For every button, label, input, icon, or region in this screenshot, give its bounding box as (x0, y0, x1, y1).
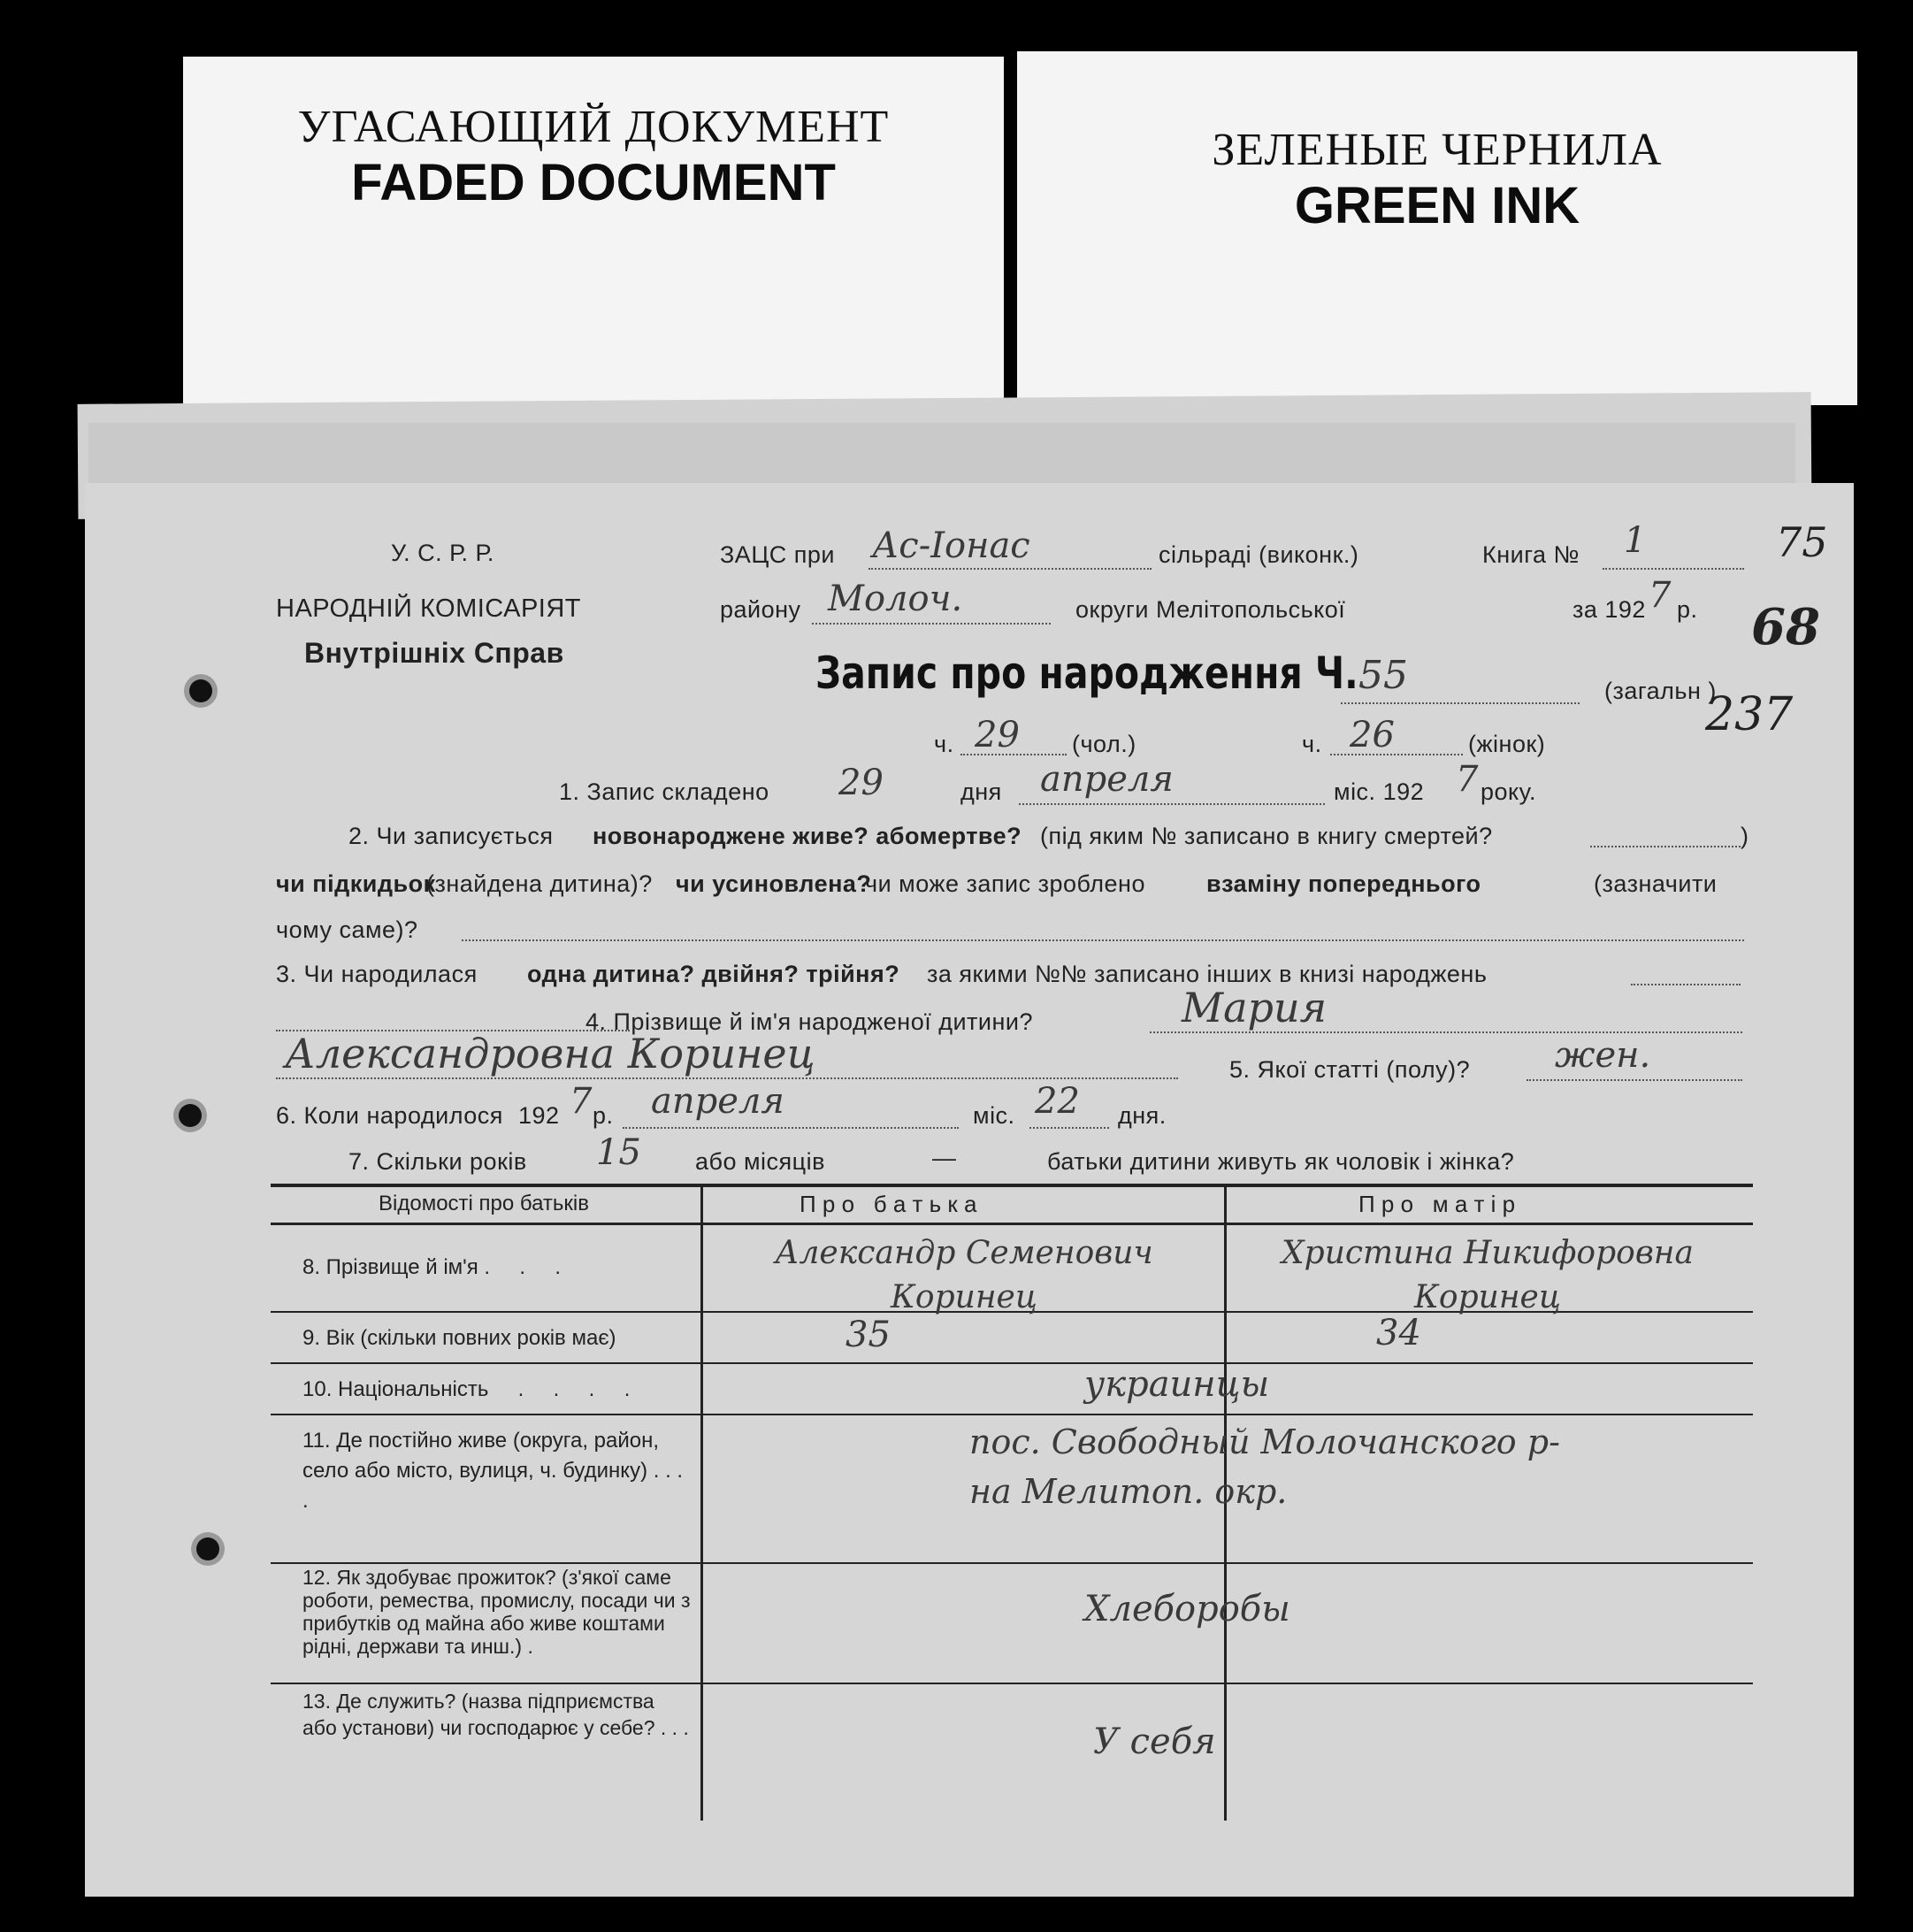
green-ink-card (1017, 51, 1857, 405)
field-2-paren: ) (1741, 823, 1749, 849)
male-prefix: ч. (934, 731, 954, 757)
district-value: Молоч. (828, 579, 963, 619)
field-2-found-child: (знайдена дитина)? (426, 870, 653, 897)
field-1-label: 1. Запис складено (559, 778, 769, 805)
card-right-en: GREEN INK (1294, 177, 1580, 234)
child-patronymic-surname: Александровна Коринец (285, 1030, 815, 1077)
female-number: 26 (1350, 715, 1395, 755)
field-1-day-label: дня (960, 778, 1002, 805)
record-month: апреля (1040, 759, 1174, 800)
birth-record-sheet (85, 483, 1854, 1897)
field-6-192: 192 (518, 1102, 560, 1129)
field-2-may-be: чи може запис зроблено (865, 870, 1145, 897)
row-13-label: 13. Де служить? (назва підприємства або установи) чи господарює у себе? . . . (302, 1690, 689, 1739)
faded-document-card (183, 57, 1004, 403)
punch-hole (179, 1104, 202, 1127)
year-label: за 192 (1572, 596, 1646, 623)
field-2-foundling: чи підкидьок (276, 870, 436, 897)
book-value: 1 (1624, 520, 1647, 561)
child-first-name: Мария (1182, 984, 1328, 1031)
field-3-other-numbers: за якими №№ записано інших в книзі народжень (927, 961, 1488, 987)
field-5-label: 5. Якої статті (полу)? (1229, 1056, 1471, 1083)
field-3-label: 3. Чи народилася (276, 961, 478, 987)
field-2-specify: (зазначити (1594, 870, 1718, 897)
field-6-day-label: дня. (1118, 1102, 1167, 1129)
col-header-mother: П р о м а т і р (1358, 1191, 1516, 1217)
record-title: Запис про народження Ч. (815, 648, 1358, 699)
dept-label: Внутрішніх Справ (304, 637, 564, 669)
field-3-options: одна дитина? двійня? трійня? (527, 961, 900, 987)
field-6-month-label: міс. (973, 1102, 1015, 1129)
field-7-question: батьки дитини живуть як чоловік і жінка? (1047, 1148, 1515, 1175)
okrug-label: округи Мелітопольської (1075, 596, 1346, 623)
field-6-label: 6. Коли народилося (276, 1102, 503, 1129)
record-year: 7 (1456, 759, 1479, 800)
male-number: 29 (975, 715, 1020, 755)
card-right-ru: ЗЕЛЕНЫЕ ЧЕРНИЛА (1212, 125, 1663, 175)
residence: пос. Свободный Молочанского р-на Мелитоп. окр. (969, 1422, 1560, 1511)
father-name: Александр Семенович Коринец (775, 1235, 1153, 1315)
col-header-parents: Відомості про батьків (379, 1192, 589, 1215)
record-number: 55 (1358, 653, 1408, 698)
field-2-alive-dead: новонароджене живе? абомертве? (593, 823, 1022, 849)
silradi-label: сільраді (виконк.) (1159, 541, 1359, 568)
workplace: У себя (1093, 1721, 1216, 1762)
row-12-label: 12. Як здобуває прожиток? (з'якої саме роботи, ремества, промислу, посади чи з прибутків од майна або живе коштами рідні, держави та инш.) . (302, 1566, 691, 1658)
zags-value: Ас-Іонас (872, 525, 1030, 566)
row-9-label: 9. Вік (скільки повних років має) (302, 1326, 616, 1350)
years-together: 15 (596, 1132, 641, 1173)
mother-name: Христина Никифоровна Коринец (1282, 1235, 1694, 1315)
field-4-label: 4. Прізвище й ім'я народженої дитини? (585, 1008, 1034, 1035)
row-8-label: 8. Прізвище й ім'я . . . (302, 1255, 562, 1279)
card-left-en: FADED DOCUMENT (351, 154, 836, 211)
female-label: (жінок) (1468, 731, 1546, 757)
child-sex: жен. (1555, 1035, 1651, 1076)
district-label: району (720, 596, 801, 623)
year-value: 7 (1649, 575, 1672, 616)
year-suffix: р. (1677, 596, 1698, 623)
birth-day: 22 (1035, 1081, 1080, 1122)
field-7-months-label: або місяців (695, 1148, 825, 1175)
ussr-label: У. С. Р. Р. (391, 540, 494, 566)
col-header-father: П р о б а т ь к а (800, 1191, 977, 1217)
female-prefix: ч. (1302, 731, 1322, 757)
field-2-why: чому саме)? (276, 916, 418, 943)
months-together: — (932, 1145, 957, 1171)
field-2-death-book: (під яким № записано в книгу смертей? (1040, 823, 1493, 849)
record-day: 29 (838, 763, 884, 803)
punch-hole (189, 679, 212, 702)
row-11-label: 11. Де постійно живе (округа, район, село або місто, вулиця, ч. будинку) . . . . (302, 1429, 684, 1513)
row-10-label: 10. Національність . . . . (302, 1377, 631, 1401)
field-1-month-label: міс. 192 (1334, 778, 1425, 805)
book-label: Книга № (1482, 541, 1580, 568)
birth-month: апреля (651, 1081, 784, 1122)
field-2-replacement: взаміну попереднього (1206, 870, 1481, 897)
field-2-adopted: чи усиновлена? (676, 870, 872, 897)
general-label: (загальн ) (1604, 678, 1717, 704)
margin-number-1: 75 (1776, 518, 1828, 566)
zags-label: ЗАЦС при (720, 541, 836, 568)
margin-number-2: 68 (1751, 598, 1820, 656)
card-left-ru: УГАСАЮЩИЙ ДОКУМЕНТ (297, 102, 890, 152)
nationality: украинцы (1084, 1364, 1270, 1405)
occupation: Хлеборобы (1084, 1589, 1290, 1629)
field-7-label: 7. Скільки років (348, 1148, 527, 1175)
field-2-label: 2. Чи записується (348, 823, 554, 849)
commissariat-label: НАРОДНІЙ КОМІСАРІЯТ (276, 594, 581, 623)
field-6-r: р. (593, 1102, 614, 1129)
field-1-year-label: року. (1481, 778, 1536, 805)
male-label: (чол.) (1072, 731, 1136, 757)
mother-age: 34 (1376, 1313, 1421, 1353)
father-age: 35 (846, 1315, 891, 1355)
punch-hole (196, 1537, 219, 1560)
birth-year: 7 (570, 1081, 593, 1122)
margin-number-3: 237 (1705, 688, 1794, 741)
